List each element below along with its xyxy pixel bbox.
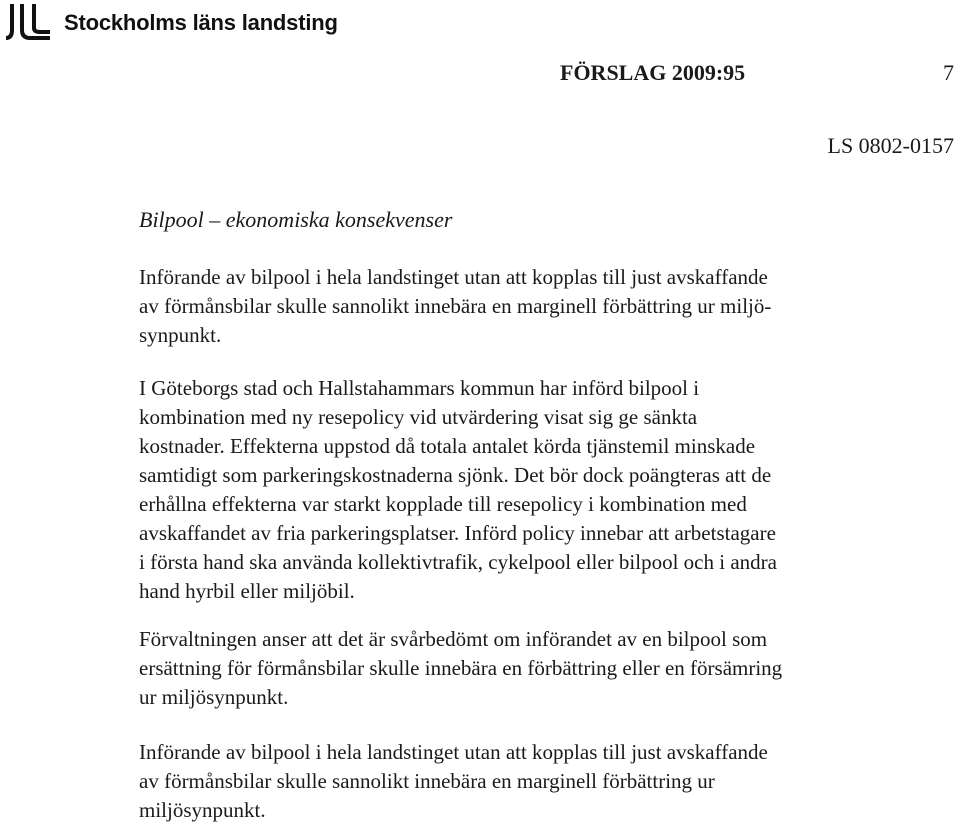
text-line: samtidigt som parkeringskostnaderna sjönk. Det bör dock poängteras att de (139, 463, 772, 487)
reference-number: LS 0802-0157 (827, 133, 954, 158)
text-line: ersättning för förmånsbilar skulle innebära en förbättring eller en försämring (139, 656, 783, 680)
text-line: synpunkt. (139, 323, 222, 347)
text-line: Införande av bilpool i hela landstinget utan att kopplas till just avskaffande (139, 740, 768, 764)
text-line: erhållna effekterna var starkt kopplade till resepolicy i kombination med (139, 492, 747, 516)
page-number: 7 (943, 60, 954, 85)
sll-logo-icon (4, 2, 52, 42)
organization-name: Stockholms läns landsting (64, 10, 338, 35)
text-line: avskaffandet av fria parkeringsplatser. Införd policy innebar att arbetstagare (139, 521, 776, 545)
text-line: kostnader. Effekterna uppstod då totala antalet körda tjänstemil minskade (139, 434, 756, 458)
paragraph-4 (139, 738, 768, 825)
text-line: hand hyrbil eller miljöbil. (139, 579, 355, 603)
text-line: kombination med ny resepolicy vid utvärdering visat sig ge sänkta (139, 405, 698, 429)
paragraph-3 (139, 625, 782, 712)
text-line: av förmånsbilar skulle sannolikt innebära en marginell förbättring ur miljö- (139, 294, 772, 318)
header-logo (4, 2, 338, 42)
text-line: Förvaltningen anser att det är svårbedömt om införandet av en bilpool som (139, 627, 768, 651)
text-line: av förmånsbilar skulle sannolikt innebära en marginell förbättring ur (139, 769, 715, 793)
paragraph-2 (139, 374, 777, 606)
paragraph-1 (139, 263, 771, 350)
section-heading: Bilpool – ekonomiska konsekvenser (139, 207, 453, 232)
text-line: miljösynpunkt. (139, 798, 266, 822)
text-line: i första hand ska använda kollektivtrafik, cykelpool eller bilpool och i andra (139, 550, 777, 574)
text-line: ur miljösynpunkt. (139, 685, 289, 709)
document-title: FÖRSLAG 2009:95 (560, 60, 746, 85)
text-line: Införande av bilpool i hela landstinget utan att kopplas till just avskaffande (139, 265, 768, 289)
text-line: I Göteborgs stad och Hallstahammars kommun har införd bilpool i (139, 376, 700, 400)
